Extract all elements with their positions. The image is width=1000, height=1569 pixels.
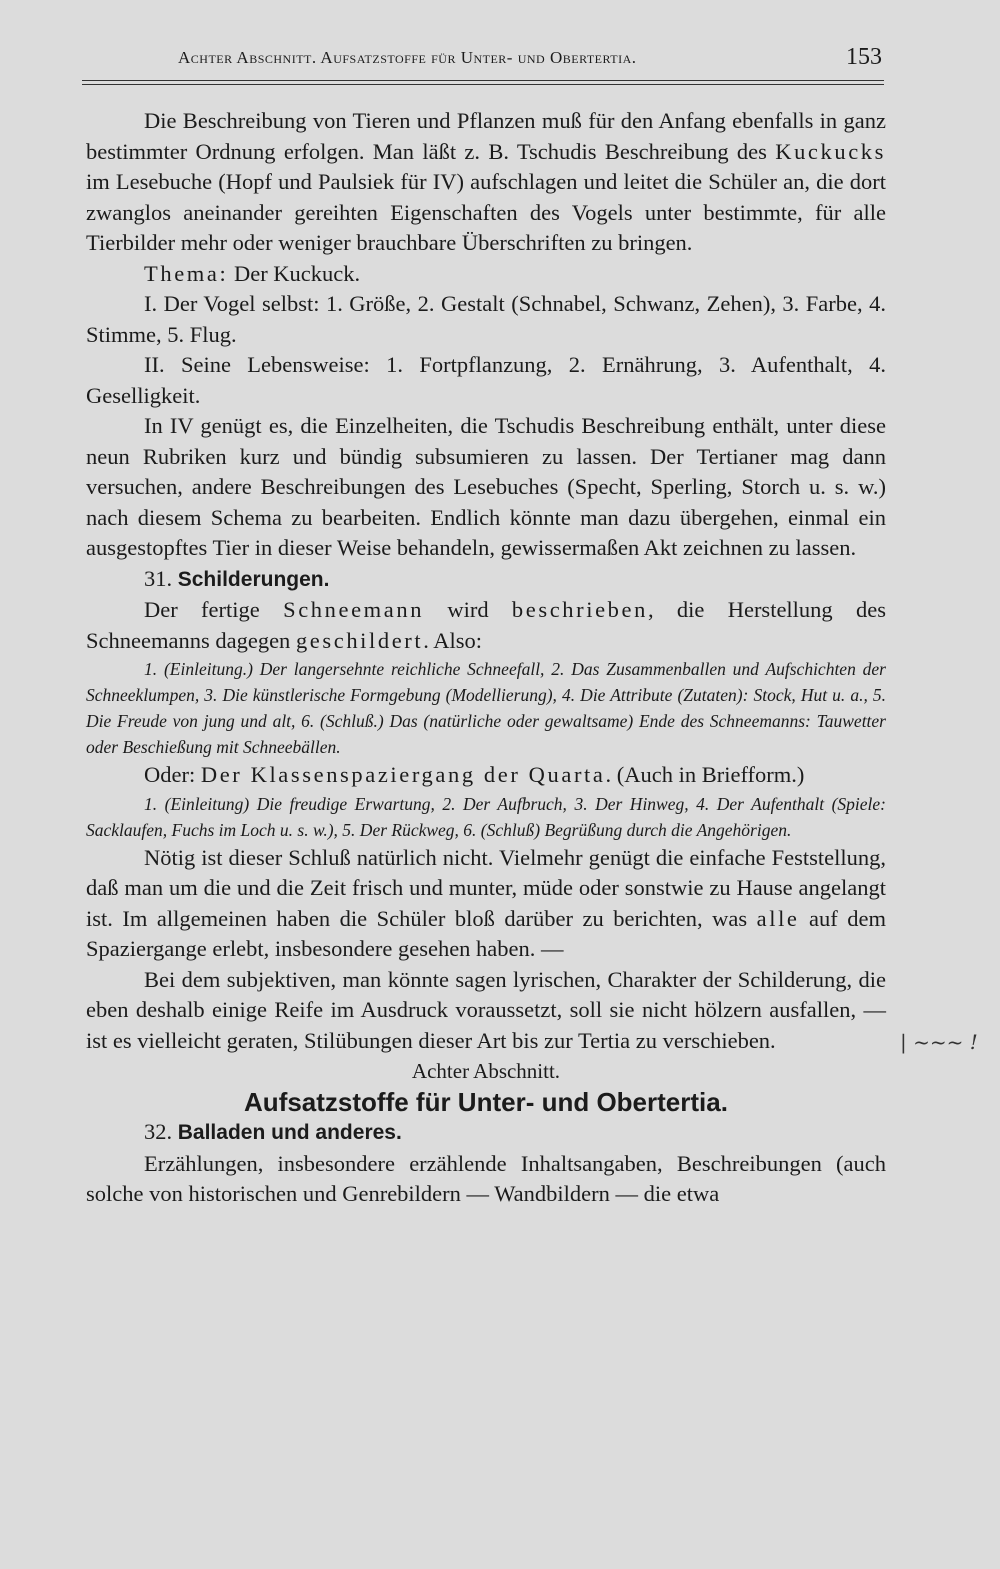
thema-line: Thema: Der Kuckuck.: [144, 260, 361, 286]
header-rule-top: [82, 80, 884, 81]
section-32-heading: 32. Balladen und anderes.: [144, 1119, 402, 1144]
paragraph-4: Nötig ist dieser Schluß natürlich nicht. Vielmehr genügt die einfache Feststellung, daß man um die und die Zeit frisch und munter, müde oder sonstwie zu Hause angelangt ist. Im allgemeinen haben die Schüler bloß darüber zu berichten, was alle auf dem Spaziergange erlebt, insbesondere gesehen haben. —: [86, 844, 886, 961]
paragraph-2: In IV genügt es, die Einzelheiten, die Tschudis Beschreibung enthält, unter diese neun Rubriken kurz und bündig subsumieren zu lassen. Der Tertianer mag dann versuchen, andere Beschreibungen des Lesebuches (Specht, Sperling, Storch u. s. w.) nach diesem Schema zu bearbeiten. Endlich könnte man dazu übergehen, einmal ein ausgestopftes Tier in dieser Weise behandeln, gewissermaßen Akt zeichnen zu lassen.: [86, 413, 886, 560]
paragraph-6: Erzählungen, insbesondere erzählende Inhaltsangaben, Beschreibungen (auch solche von historischen und Genrebildern — Wandbildern — die etwa: [86, 1150, 886, 1206]
outline-schneemann: 1. (Einleitung.) Der langersehnte reichliche Schneefall, 2. Das Zusammenballen und Aufschichten der Schneeklumpen, 3. Die künstlerische Formgebung (Modellierung), 4. Die Attribute (Zutaten): Stock, Hut u. a., 5. Die Freude von jung und alt, 6. (Schluß.) Das (natürliche oder gewaltsame) Ende des Schneemanns: Tauwetter oder Beschießung mit Schneebällen.: [86, 659, 886, 757]
chapter-title: Aufsatzstoffe für Unter- und Obertertia.: [244, 1086, 728, 1117]
running-head: [82, 44, 882, 78]
outline-1: I. Der Vogel selbst: 1. Größe, 2. Gestalt (Schnabel, Schwanz, Zehen), 3. Farbe, 4. Stimme, 5. Flug.: [86, 291, 886, 347]
header-rule-bottom: [82, 84, 884, 85]
outline-klassenspaziergang: 1. (Einleitung) Die freudige Erwartung, 2. Der Aufbruch, 3. Der Hinweg, 4. Der Aufenthalt (Spiele: Sacklaufen, Fuchs im Loch u. s. w.), 5. Der Rückweg, 6. (Schluß) Begrüßung durch die Angehörigen.: [86, 793, 886, 840]
outline-2: II. Seine Lebensweise: 1. Fortpflanzung, 2. Ernährung, 3. Aufenthalt, 4. Geselligkeit.: [86, 352, 886, 408]
chapter-label: Achter Abschnitt.: [411, 1059, 561, 1083]
page-number: 153: [846, 44, 882, 70]
running-title: Achter Abschnitt. Aufsatzstoffe für Unter- und Obertertia.: [178, 48, 637, 67]
section-31-heading: 31. Schilderungen.: [144, 565, 330, 591]
oder-line: Oder: Der Klassenspaziergang der Quarta. (Auch in Briefform.): [144, 762, 805, 787]
paragraph-1: Die Beschreibung von Tieren und Pflanzen muß für den Anfang ebenfalls in ganz bestimmter Ordnung erfolgen. Man läßt z. B. Tschudis Beschreibung des Kuckucks im Lesebuche (Hopf und Paulsiek für IV) aufschlagen und leitet die Schüler an, die dort zwanglos aneinander gereihten Eigenschaften des Vogels unter bestimmte, für alle Tierbilder mehr oder weniger brauchbare Überschriften zu bringen.: [86, 108, 886, 255]
paragraph-3: Der fertige Schneemann wird beschrieben, die Herstellung des Schneemanns dagegen geschildert. Also:: [86, 597, 886, 653]
paragraph-5: Bei dem subjektiven, man könnte sagen lyrischen, Charakter der Schilderung, die eben deshalb einige Reife im Ausdruck voraussetzt, soll sie nicht hölzern ausfallen, — ist es vielleicht geraten, Stilübungen dieser Art bis zur Tertia zu verschieben.: [86, 966, 886, 1053]
handwritten-margin-note: | ~~~ !: [900, 1030, 978, 1054]
body-text: [86, 106, 886, 1210]
